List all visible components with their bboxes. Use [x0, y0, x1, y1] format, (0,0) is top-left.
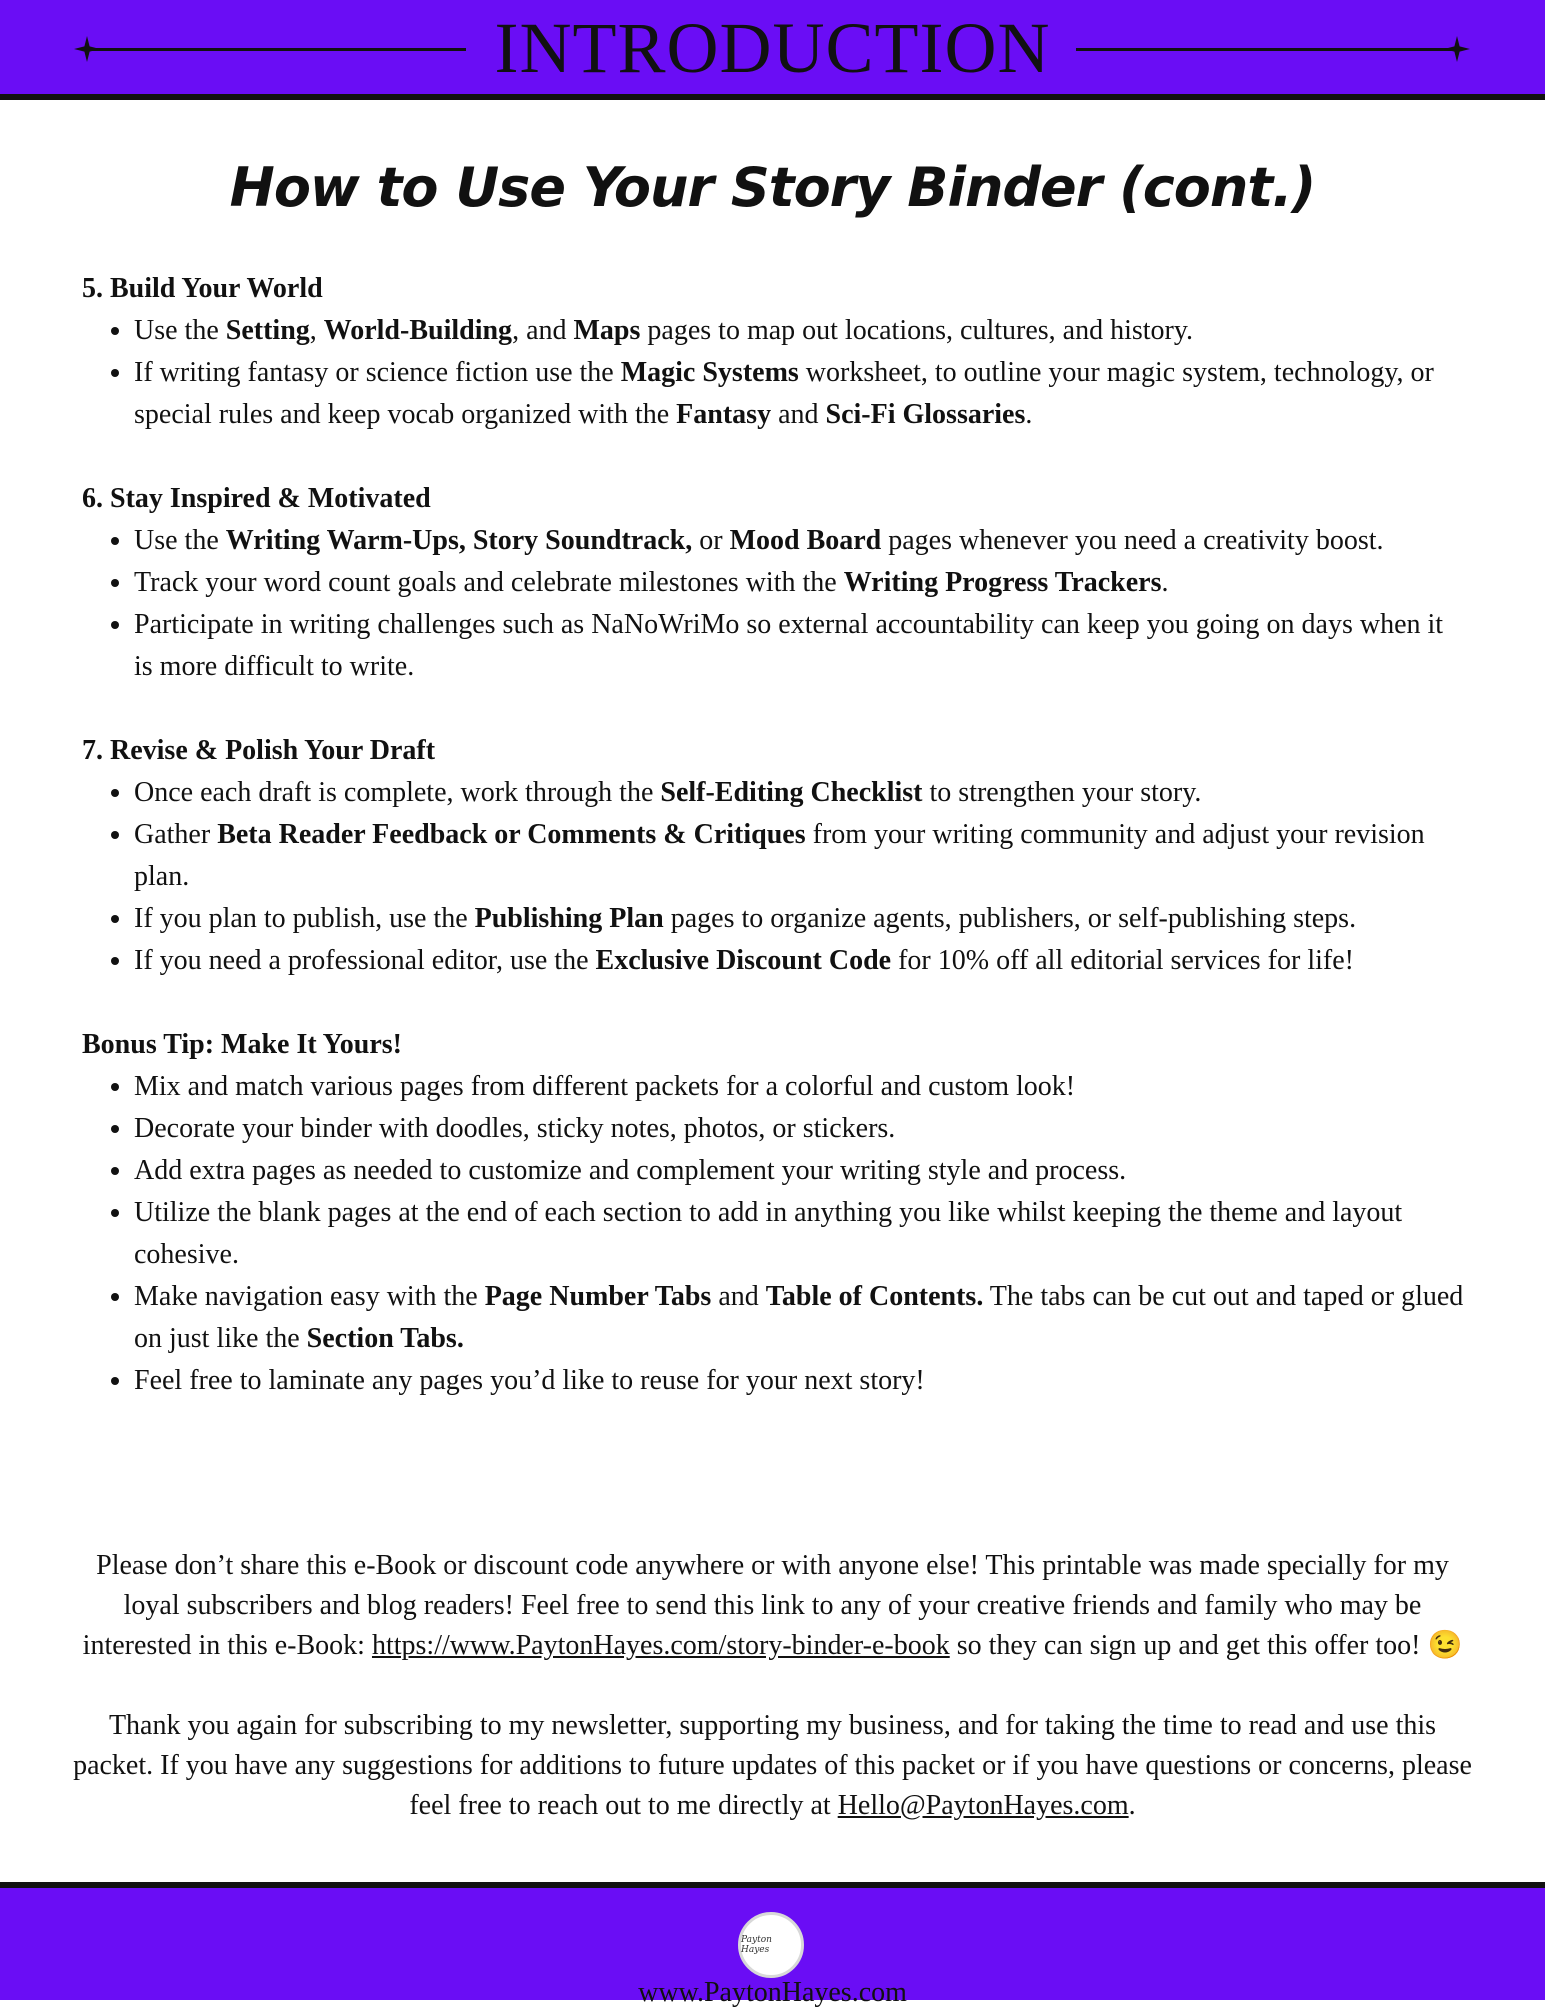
- section-build-your-world: [82, 268, 1467, 436]
- thank-you-text-end: .: [1128, 1790, 1136, 1821]
- item-text: from your writing community and adjust your revision plan.: [134, 819, 1425, 892]
- item-text: The tabs can be cut out and taped or glued on just like the: [134, 1281, 1464, 1354]
- emphasis-text: Exclusive Discount Code: [595, 945, 892, 976]
- item-text: pages to organize agents, publishers, or self-publishing steps.: [663, 903, 1357, 934]
- list-item: [134, 1150, 1467, 1192]
- brand-logo: [738, 1912, 804, 1978]
- logo-text: Payton Hayes: [741, 1935, 772, 1955]
- section-list: [82, 772, 1467, 982]
- header-rule-right: [1076, 48, 1454, 51]
- sharing-note-text-end: so they can sign up and get this offer too! 😉: [949, 1630, 1463, 1661]
- list-item: [134, 562, 1467, 604]
- list-item: [134, 1108, 1467, 1150]
- item-text: Use the: [134, 525, 226, 556]
- emphasis-text: Maps: [573, 315, 641, 346]
- item-text: pages to map out locations, cultures, and history.: [640, 315, 1194, 346]
- section-heading: 7. Revise & Polish Your Draft: [82, 735, 436, 766]
- list-item: [134, 1360, 1467, 1402]
- item-text: Make navigation easy with the: [134, 1281, 485, 1312]
- item-text: Feel free to laminate any pages you’d like to reuse for your next story!: [134, 1365, 925, 1396]
- page-header-band: [0, 0, 1545, 100]
- item-text: Participate in writing challenges such as NaNoWriMo so external accountability can keep you going on days when it is more difficult to write.: [134, 609, 1444, 682]
- page-title: How to Use Your Story Binder (cont.): [229, 156, 1316, 219]
- emphasis-text: Section Tabs.: [306, 1323, 464, 1354]
- list-item: [134, 940, 1467, 982]
- list-item: [134, 1066, 1467, 1108]
- emphasis-text: Publishing Plan: [474, 903, 664, 934]
- list-item: [134, 352, 1467, 436]
- emphasis-text: Writing Warm-Ups, Story Soundtrack,: [225, 525, 693, 556]
- footer-website[interactable]: www.PaytonHayes.com: [638, 1977, 907, 2008]
- section-list: [82, 310, 1467, 436]
- item-text: Mix and match various pages from different packets for a colorful and custom look!: [134, 1071, 1076, 1102]
- sharing-note-text: Please don’t share this e-Book or discount code anywhere or with anyone else! This printable was made specially for my loyal subscribers and blog readers! Feel free to send this link to any of your creative friends and family who may be interested in this e-Book:: [82, 1550, 1449, 1661]
- item-text: Gather: [134, 819, 218, 850]
- item-text: Track your word count goals and celebrate milestones with the: [134, 567, 844, 598]
- section-heading: Bonus Tip: Make It Yours!: [82, 1029, 403, 1060]
- list-item: [134, 520, 1467, 562]
- item-text: Once each draft is complete, work through the: [134, 777, 661, 808]
- emphasis-text: Fantasy: [676, 399, 772, 430]
- section-bonus-tip: [82, 1024, 1467, 1402]
- item-text: If you plan to publish, use the: [134, 903, 475, 934]
- instruction-sections: [82, 268, 1467, 1444]
- item-text: and: [711, 1281, 766, 1312]
- item-text: worksheet, to outline your magic system, technology, or special rules and keep vocab organized with the: [134, 357, 1434, 430]
- emphasis-text: Page Number Tabs: [484, 1281, 712, 1312]
- emphasis-text: Writing Progress Trackers: [843, 567, 1162, 598]
- section-list: [82, 520, 1467, 688]
- ebook-link[interactable]: https://www.PaytonHayes.com/story-binder-e-book: [371, 1630, 950, 1661]
- emphasis-text: Mood Board: [729, 525, 882, 556]
- item-text: pages whenever you need a creativity boost.: [881, 525, 1384, 556]
- emphasis-text: Setting: [225, 315, 310, 346]
- item-text: and: [771, 399, 826, 430]
- section-list: [82, 1066, 1467, 1402]
- header-title: INTRODUCTION: [494, 8, 1051, 88]
- item-text: If you need a professional editor, use the: [134, 945, 596, 976]
- list-item: [134, 604, 1467, 688]
- closing-notes: [70, 1546, 1475, 1866]
- email-link[interactable]: Hello@PaytonHayes.com: [837, 1790, 1129, 1821]
- emphasis-text: World-Building: [323, 315, 513, 346]
- item-text: , and: [512, 315, 574, 346]
- item-text: to strengthen your story.: [922, 777, 1202, 808]
- item-text: or: [692, 525, 730, 556]
- section-heading: 5. Build Your World: [82, 273, 323, 304]
- section-revise-polish: [82, 730, 1467, 982]
- item-text: Decorate your binder with doodles, sticky notes, photos, or stickers.: [134, 1113, 896, 1144]
- item-text: .: [1161, 567, 1169, 598]
- item-text: Utilize the blank pages at the end of each section to add in anything you like whilst keeping the theme and layout cohesive.: [134, 1197, 1403, 1270]
- item-text: for 10% off all editorial services for life!: [891, 945, 1354, 976]
- item-text: Add extra pages as needed to customize and complement your writing style and process.: [134, 1155, 1127, 1186]
- list-item: [134, 772, 1467, 814]
- section-heading: 6. Stay Inspired & Motivated: [82, 483, 431, 514]
- emphasis-text: Magic Systems: [620, 357, 799, 388]
- emphasis-text: Table of Contents.: [765, 1281, 984, 1312]
- list-item: [134, 898, 1467, 940]
- item-text: ,: [309, 315, 324, 346]
- emphasis-text: Beta Reader Feedback or Comments & Critiques: [217, 819, 806, 850]
- thank-you-text: Thank you again for subscribing to my newsletter, supporting my business, and for taking the time to read and use this packet. If you have any suggestions for additions to future updates of this packet or if you have questions or concerns, please feel free to reach out to me directly at: [73, 1710, 1472, 1821]
- page-footer-band: [0, 1882, 1545, 2008]
- item-text: Use the: [134, 315, 226, 346]
- thank-you-note: [70, 1706, 1475, 1826]
- section-stay-inspired: [82, 478, 1467, 688]
- list-item: [134, 1276, 1467, 1360]
- item-text: If writing fantasy or science fiction use the: [134, 357, 621, 388]
- list-item: [134, 814, 1467, 898]
- item-text: .: [1025, 399, 1033, 430]
- sharing-note: [70, 1546, 1475, 1666]
- list-item: [134, 1192, 1467, 1276]
- list-item: [134, 310, 1467, 352]
- emphasis-text: Self-Editing Checklist: [660, 777, 923, 808]
- emphasis-text: Sci-Fi Glossaries: [825, 399, 1026, 430]
